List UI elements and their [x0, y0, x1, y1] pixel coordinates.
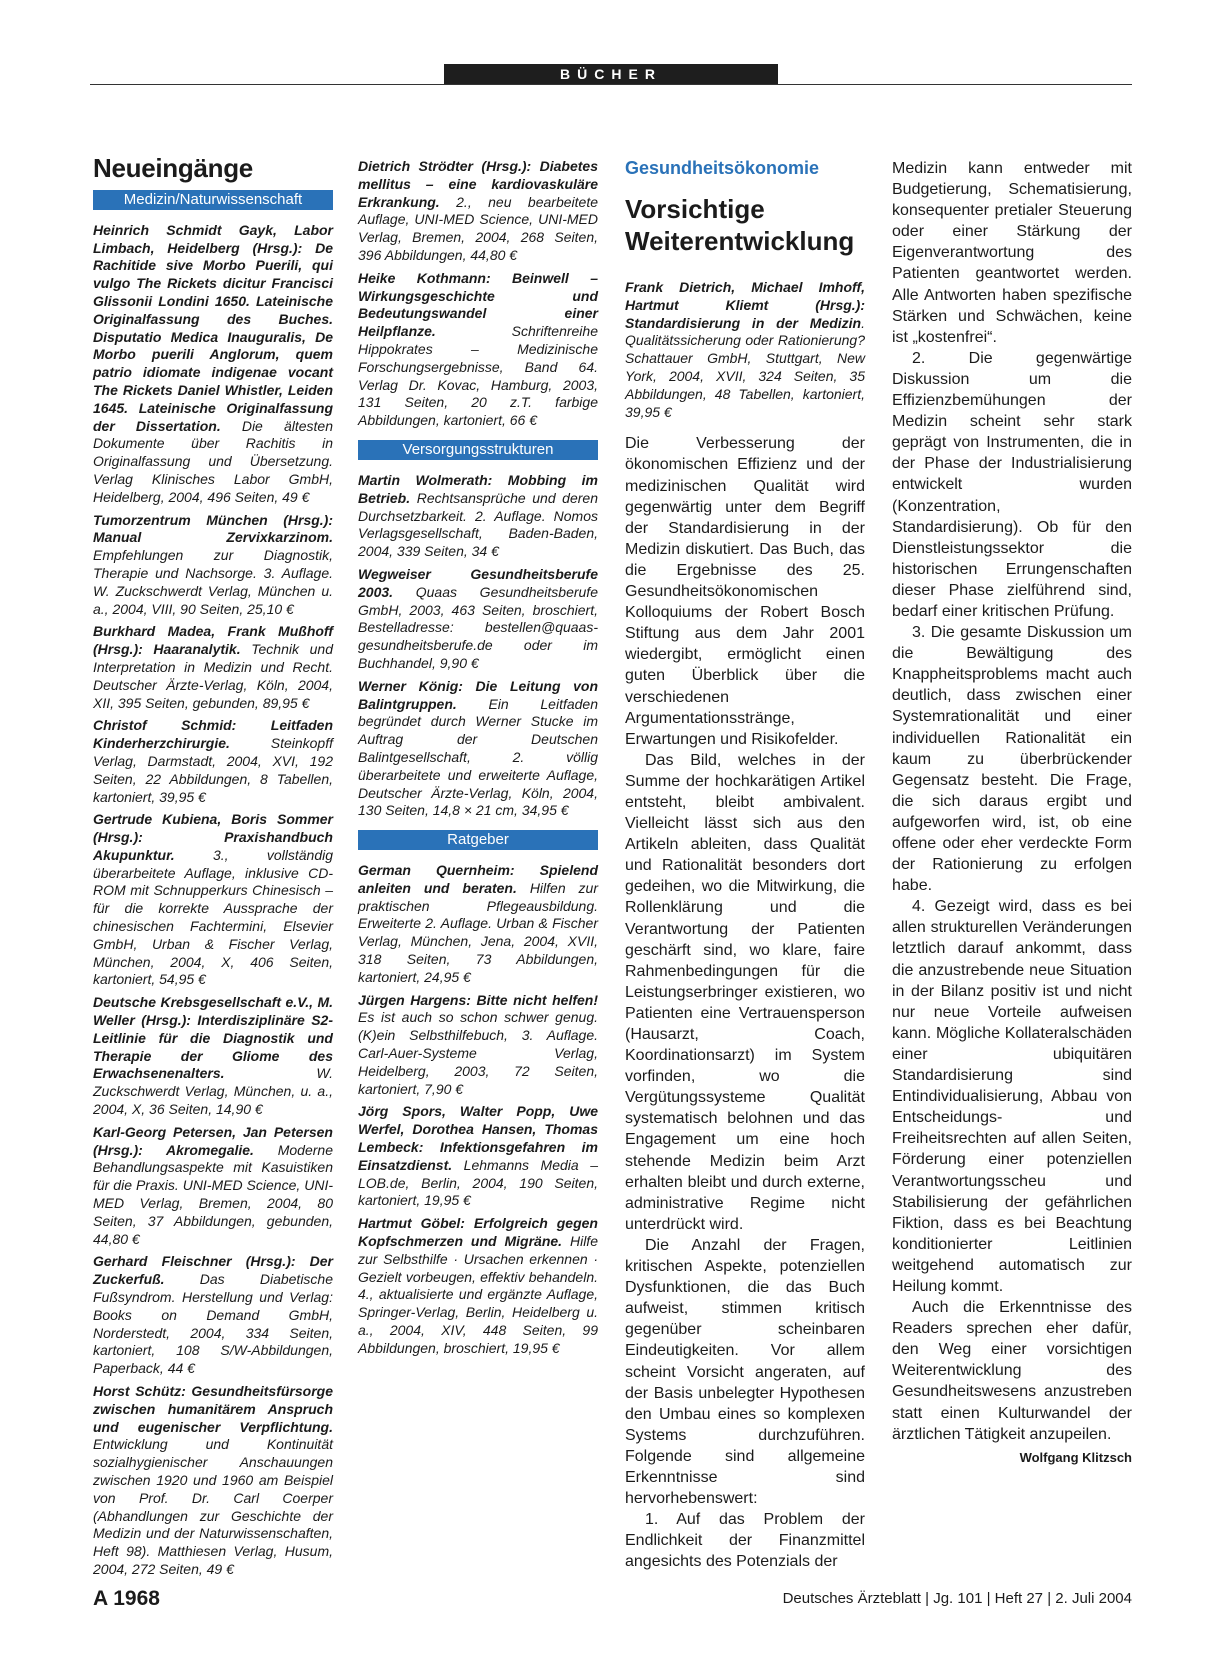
column-4	[892, 158, 1132, 1468]
header-rule	[90, 84, 1132, 85]
book-entry: Martin Wolmerath: Mobbing im Betrieb. Rechtsansprüche und deren Durchsetzbarkeit. 2. Auflage. Nomos Verlagsgesellschaft, Baden-Baden, 2004, 339 Seiten, 34 €	[358, 471, 598, 560]
category-ratgeber: Ratgeber	[358, 830, 598, 850]
neueingaenge-title: Neueingänge	[93, 153, 253, 183]
article-title: Vorsichtige Weiterentwicklung	[625, 194, 855, 256]
page-number: A 1968	[93, 1587, 160, 1610]
article-paragraph: Auch die Erkenntnisse des Readers sprechen eher dafür, den Weg einer vorsichtigen Weiterentwicklung des Gesundheitswesens anzustreben statt einen Kulturwandel der ärztlichen Tätigkeit anzupeilen.	[892, 1299, 1132, 1443]
book-entry: Burkhard Madea, Frank Mußhoff (Hrsg.): Haaranalytik. Technik und Interpretation in Medizin und Recht. Deutscher Ärzte-Verlag, Köln, 2004, XII, 395 Seiten, gebunden, 89,95 €	[93, 623, 333, 711]
category-versorgung: Versorgungsstrukturen	[358, 440, 598, 460]
book-entry: Karl-Georg Petersen, Jan Petersen (Hrsg.): Akromegalie. Moderne Behandlungsaspekte mit Kasuistiken für die Praxis. UNI-MED Science, UNI-MED Verlag, Bremen, 2004, 80 Seiten, 37 Abbildungen, gebunden, 44,80 €	[93, 1123, 333, 1247]
book-entry: Heike Kothmann: Beinwell – Wirkungsgeschichte und Bedeutungswandel einer Heilpflanze. Schriftenreihe Hippokrates – Medizinische Forschungsergebnisse, Band 64. Verlag Dr. Kovac, Hamburg, 2003, 131 Seiten, 20 z.T. farbige Abbildungen, kartoniert, 66 €	[358, 269, 598, 429]
book-entry: Jörg Spors, Walter Popp, Uwe Werfel, Dorothea Hansen, Thomas Lembeck: Infektionsgefahren im Einsatzdienst. Lehmanns Media – LOB.de, Berlin, 2004, 190 Seiten, kartoniert, 19,95 €	[358, 1103, 598, 1209]
book-entry: Horst Schütz: Gesundheitsfürsorge zwischen humanitärem Anspruch und eugenischer Verpflichtung. Entwicklung und Kontinuität sozialhygienischer Anschauungen zwischen 1920 und 1960 am Beispiel von Prof. Dr. Carl Coerper (Abhandlungen zur Geschichte der Medizin und der Naturwissenschaften, Heft 98). Matthiesen Verlag, Husum, 2004, 272 Seiten, 49 €	[93, 1383, 333, 1577]
article-paragraph: Die Anzahl der Fragen, kritischen Aspekte, potenziellen Dysfunktionen, die das Buch aufweist, stimmen kritisch gegenüber scheinbaren Eindeutigkeiten. Vor allem scheint Vorsicht angeraten, auf der Basis unbelegter Hypothesen den Umbau eines so komplexen Systems durchzuführen. Folgende sind allgemeine Erkenntnisse sind hervorhebenswert:	[625, 1236, 865, 1508]
book-entry: Gertrude Kubiena, Boris Sommer (Hrsg.): Praxishandbuch Akupunktur. 3., vollständig überarbeitete Auflage, inklusive CD-ROM mit Schnupperkurs Chinesisch – für die korrekte Aussprache der chinesischen Fachtermini, Elsevier GmbH, Urban & Fischer Verlag, München, 2004, X, 406 Seiten, kartoniert, 54,95 €	[93, 811, 333, 988]
book-entry: Werner König: Die Leitung von Balintgruppen. Ein Leitfaden begründet durch Werner Stucke im Auftrag der Deutschen Balintgesellschaft, 2. völlig überarbeitete und erweiterte Auflage, Deutscher Ärzte-Verlag, Köln, 2004, 130 Seiten, 14,8 × 21 cm, 34,95 €	[358, 677, 598, 819]
book-entry: Deutsche Krebsgesellschaft e.V., M. Weller (Hrsg.): Interdisziplinäre S2-Leitlinie für die Diagnostik und Therapie der Gliome des Erwachsenenalters. W. Zuckschwerdt Verlag, München, u. a., 2004, X, 36 Seiten, 14,90 €	[93, 994, 333, 1118]
book-entry: Tumorzentrum München (Hrsg.): Manual Zervixkarzinom. Empfehlungen zur Diagnostik, Therapie und Nachsorge. 3. Auflage. W. Zuckschwerdt Verlag, München u. a., 2004, VIII, 90 Seiten, 25,10 €	[93, 511, 333, 617]
category-medizin: Medizin/Naturwissenschaft	[93, 190, 333, 210]
book-entry: Dietrich Strödter (Hrsg.): Diabetes mellitus – eine kardiovaskuläre Erkrankung. 2., neu bearbeitete Auflage, UNI-MED Science, UNI-MED Verlag, Bremen, 2004, 268 Seiten, 396 Abbildungen, 44,80 €	[358, 158, 598, 263]
book-entry: Wegweiser Gesundheitsberufe 2003. Quaas Gesundheitsberufe GmbH, 2003, 463 Seiten, broschiert, Bestelladresse: bestellen@quaas-gesundheitsberufe.de oder im Buchhandel, 9,90 €	[358, 565, 598, 671]
column-1	[93, 153, 333, 1584]
article-rubric: Gesundheitsökonomie	[625, 158, 820, 178]
article-paragraph: 1. Auf das Problem der Endlichkeit der Finanzmittel angesichts des Potenzials der	[625, 1511, 865, 1571]
author-name: Wolfgang Klitzsch	[1019, 1449, 1132, 1465]
footer-journal: Deutsches Ärzteblatt | Jg. 101 | Heft 27 | 2. Juli 2004	[782, 1590, 1132, 1607]
article-paragraph: Die Verbesserung der ökonomischen Effizienz und der medizinischen Qualität wird gegenwärtig unter dem Begriff der Standardisierung in der Medizin diskutiert. Das Buch, das die Ergebnisse des 25. Gesundheitsökonomischen Kolloquiums der Robert Bosch Stiftung aus dem Jahr 2001 wiedergibt, ermöglicht einen guten Überblick über die verschiedenen Argumentationsstränge, Erwartungen und Risikofelder.	[625, 435, 865, 748]
column-2	[358, 158, 598, 1363]
article-paragraph: 3. Die gesamte Diskussion um die Bewältigung des Knappheitsproblems macht auch deutlich, dass zwischen einer Systemrationalität und einer individuellen Rationalität ein kaum zu überbrückender Gegensatz besteht. Die Frage, die sich daraus ergibt und aufgeworfen wird, ist, ob eine offene oder eher verdeckte Form der Rationierung zu erfolgen habe.	[892, 624, 1132, 895]
article-body-col4	[892, 158, 1132, 1445]
book-entry: Hartmut Göbel: Erfolgreich gegen Kopfschmerzen und Migräne. Hilfe zur Selbsthilfe · Ursachen erkennen · Gezielt vorbeugen, effektiv behandeln. 4., aktualisierte und ergänzte Auflage, Springer-Verlag, Berlin, Heidelberg u. a., 2004, XIV, 448 Seiten, 99 Abbildungen, broschiert, 19,95 €	[358, 1215, 598, 1356]
book-entry: German Quernheim: Spielend anleiten und beraten. Hilfen zur praktischen Pflegeausbildung. Erweiterte 2. Auflage. Urban & Fischer Verlag, München, Jena, 2004, XVII, 318 Seiten, 73 Abbildungen, kartoniert, 24,95 €	[358, 862, 598, 985]
book-entry: Jürgen Hargens: Bitte nicht helfen! Es ist auch so schon schwer genug. (K)ein Selbsthilfebuch, 3. Auflage. Carl-Auer-Systeme Verlag, Heidelberg, 2003, 72 Seiten, kartoniert, 7,90 €	[358, 991, 598, 1097]
column-3	[625, 158, 865, 1572]
book-entry: Christof Schmid: Leitfaden Kinderherzchirurgie. Steinkopff Verlag, Darmstadt, 2004, XVI, 192 Seiten, 22 Abbildungen, 8 Tabellen, kartoniert, 39,95 €	[93, 717, 333, 805]
article-paragraph: Medizin kann entweder mit Budgetierung, Schematisierung, konsequenter pretialer Steuerung oder einer Stärkung der Eigenverantwortung des Patienten geantwortet werden. Alle Antworten haben spezifische Stärken und Schwächen, keine ist „kostenfrei“.	[892, 160, 1132, 346]
article-body-col3	[625, 433, 865, 1572]
article-paragraph: Das Bild, welches in der Summe der hochkarätigen Artikel entsteht, bleibt ambivalent. Vielleicht lässt sich aus den Artikeln ableiten, dass Qualität und Rationalität besonders dort gedeihen, wo die Mitwirkung, die Rollenklärung und die Verantwortung der Patienten geschärft sind, wo klare, faire Rahmenbedingungen für die Leistungserbringer existieren, wo Patienten eine Vertrauensperson (Hausarzt, Coach, Koordinationsarzt) im System vorfinden, wo die Vergütungssysteme Qualität systematisch belohnen und das Engagement um eine hoch stehende Medizin beim Arzt erhalten bleibt und durch externe, administrative Regime nicht unterdrückt wird.	[625, 751, 865, 1233]
article-lead: Frank Dietrich, Michael Imhoff, Hartmut Kliemt (Hrsg.): Standardisierung in der Medizin. Qualitätssicherung oder Rationierung? Schattauer GmbH, Stuttgart, New York, 2004, XVII, 324 Seiten, 35 Abbildungen, 48 Tabellen, kartoniert, 39,95 €	[625, 279, 865, 420]
article-paragraph: 4. Gezeigt wird, dass es bei allen strukturellen Veränderungen letztlich darauf ankommt, dass die anzustrebende neue Situation in der Bilanz positiv ist und nicht nur neue Vorteile aufweisen kann. Mögliche Kollateralschäden einer ubiquitären Standardisierung sind Entindividualisierung, Abbau von Entscheidungs- und Freiheitsrechten auf allen Seiten, Förderung einer potenziellen Verantwortungsscheu und Stabilisierung der gefährlichen Fiktion, dass es bei Beachtung konditionierter Leitlinien weitgehend automatisch zur Heilung kommt.	[892, 898, 1132, 1295]
article-paragraph: 2. Die gegenwärtige Diskussion um die Effizienzbemühungen der Medizin scheint sehr stark geprägt von Instrumenten, die in der Phase der Industrialisierung entwickelt wurden (Konzentration, Standardisierung). Ob für den Dienstleistungssektor die historischen Errungenschaften dieser Phase zielführend sind, bedarf einer kritischen Prüfung.	[892, 349, 1132, 620]
book-entry: Gerhard Fleischner (Hrsg.): Der Zuckerfuß. Das Diabetische Fußsyndrom. Herstellung und Verlag: Books on Demand GmbH, Norderstedt, 2004, 334 Seiten, kartoniert, 108 S/W-Abbildungen, Paperback, 44 €	[93, 1253, 333, 1377]
book-entry: Heinrich Schmidt Gayk, Labor Limbach, Heidelberg (Hrsg.): De Rachitide sive Morbo Puerili, qui vulgo The Rickets dicitur Francisci Glissonii Londini 1650. Lateinische Originalfassung des Buches. Disputatio Medica Inauguralis, De Morbo puerili Anglorum, quem patrio idiomate indigenae vocant The Rickets Daniel Whistler, Leiden 1645. Lateinische Originalfassung der Dissertation. Die ältesten Dokumente über Rachitis in Originalfassung und Übersetzung. Verlag Klinisches Labor GmbH, Heidelberg, 2004, 496 Seiten, 49 €	[93, 221, 333, 505]
section-tag: BÜCHER	[444, 64, 778, 85]
